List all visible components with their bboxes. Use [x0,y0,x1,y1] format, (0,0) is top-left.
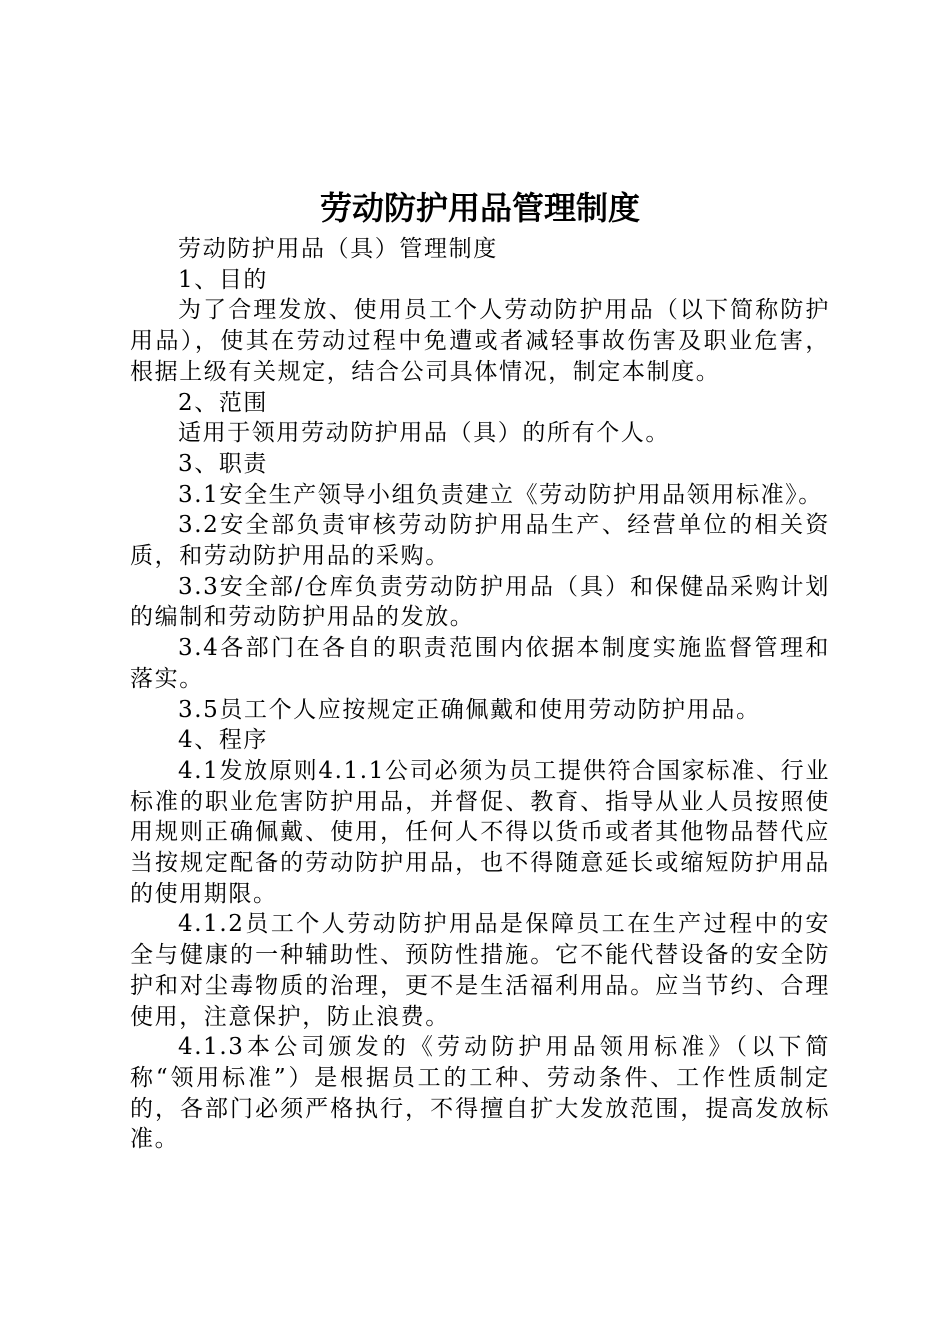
duty-paragraph-3-3: 3.3安全部/仓库负责劳动防护用品（具）和保健品采购计划的编制和劳动防护用品的发放。 [130,573,830,631]
document-body [130,234,830,1155]
procedure-paragraph-4-1-3: 4.1.3本公司颁发的《劳动防护用品领用标准》（以下简称“领用标准”）是根据员工的工种、劳动条件、工作性质制定的，各部门必须严格执行，不得擅自扩大发放范围，提高发放标准。 [130,1034,830,1153]
duty-paragraph-3-4: 3.4各部门在各自的职责范围内依据本制度实施监督管理和落实。 [130,635,830,692]
duty-paragraph-3-5: 3.5员工个人应按规定正确佩戴和使用劳动防护用品。 [178,696,761,723]
scope-paragraph: 适用于领用劳动防护用品（具）的所有个人。 [178,420,670,447]
subtitle-paragraph: 劳动防护用品（具）管理制度 [178,236,498,262]
procedure-paragraph-4-1: 4.1发放原则4.1.1公司必须为员工提供符合国家标准、行业标准的职业危害防护用品，并督促、教育、指导从业人员按照使用规则正确佩戴、使用，任何人不得以货币或者其他物品替代应当按规定配备的劳动防护用品，也不得随意延长或缩短防护用品的使用期限。 [130,757,830,907]
duty-paragraph-3-2: 3.2安全部负责审核劳动防护用品生产、经营单位的相关资质，和劳动防护用品的采购。 [130,512,830,570]
section-heading-purpose: 1、目的 [178,266,269,293]
section-heading-duties: 3、职责 [178,450,269,477]
document-title: 劳动防护用品管理制度 [319,189,640,227]
duty-paragraph-3-1: 3.1安全生产领导小组负责建立《劳动防护用品领用标准》。 [178,481,823,508]
section-heading-procedure: 4、程序 [178,727,269,754]
section-heading-scope: 2、范围 [178,389,269,416]
procedure-paragraph-4-1-2: 4.1.2员工个人劳动防护用品是保障员工在生产过程中的安全与健康的一种辅助性、预防性措施。它不能代替设备的安全防护和对尘毒物质的治理，更不是生活福利用品。应当节约、合理使用，注意保护，防止浪费。 [130,911,830,1030]
purpose-paragraph: 为了合理发放、使用员工个人劳动防护用品（以下简称防护用品），使其在劳动过程中免遭或者减轻事故伤害及职业危害，根据上级有关规定，结合公司具体情况，制定本制度。 [130,297,830,385]
